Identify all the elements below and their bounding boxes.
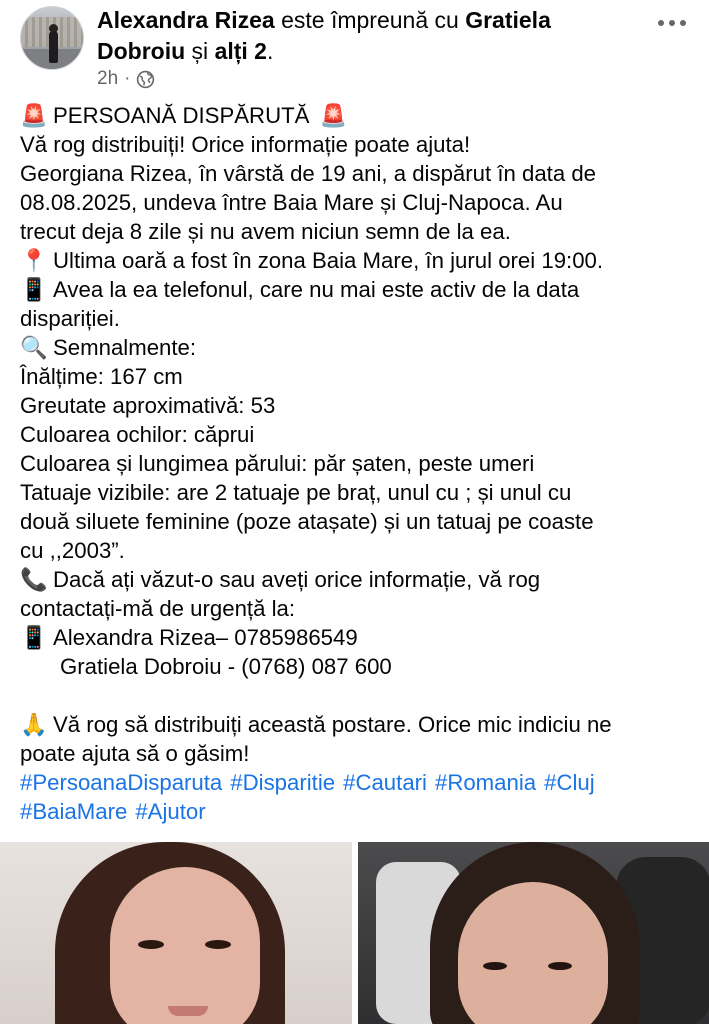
post-line: Înălțime: 167 cm [20, 364, 183, 389]
hashtag-line [20, 797, 700, 826]
post-line: poate ajuta să o găsim! [20, 741, 250, 766]
magnifier-icon: 🔍 [20, 335, 48, 360]
contact-phone[interactable]: Alexandra Rizea– 0785986549 [53, 625, 358, 650]
mobile-phone-icon: 📱 [20, 277, 48, 302]
post-author-line [97, 5, 637, 67]
post-line: Tatuaje vizibile: are 2 tatuaje pe braț, unul cu ; și unul cu [20, 480, 572, 505]
tagged-user[interactable]: Gratiela Dobroiu [97, 7, 551, 64]
hashtag-link[interactable]: #Cautari [343, 770, 427, 795]
post-line [20, 652, 700, 681]
post-line: 📞 Dacă ați văzut-o sau aveți orice informație, vă rog [20, 567, 541, 592]
hashtag-line [20, 768, 700, 797]
post-header [0, 0, 709, 96]
avatar[interactable] [20, 6, 84, 70]
post-line: 📍 Ultima oară a fost în zona Baia Mare, în jurul orei 19:00. [20, 248, 604, 273]
more-options-button[interactable] [652, 8, 692, 38]
hashtag-link[interactable]: #Romania [434, 770, 537, 795]
post-line: trecut deja 8 zile și nu avem niciun semn de la ea. [20, 219, 511, 244]
post-line: Greutate aproximativă: 53 [20, 393, 276, 418]
hashtag-link[interactable]: #Disparitie [230, 770, 336, 795]
and-text: și [191, 38, 209, 64]
post-line: 📱 Avea la ea telefonul, care nu mai este activ de la data [20, 277, 580, 302]
pray-icon: 🙏 [20, 712, 48, 737]
post-line: Culoarea ochilor: căprui [20, 422, 255, 447]
siren-icon: 🚨 [319, 103, 348, 128]
hashtag-link[interactable]: #BaiaMare [20, 799, 128, 824]
post-text [20, 101, 700, 826]
siren-icon: 🚨 [20, 103, 48, 128]
with-text: este împreună cu [281, 7, 459, 33]
post-title-line: 🚨 PERSOANĂ DISPĂRUTĂ 🚨 [20, 103, 348, 128]
attached-photo[interactable] [358, 842, 709, 1024]
post-meta [97, 68, 155, 90]
post-line: Culoarea și lungimea părului: păr șaten, peste umeri [20, 451, 535, 476]
post-line: Georgiana Rizea, în vârstă de 19 ani, a dispărut în data de [20, 161, 597, 186]
post-line: 🙏 Vă rog să distribuiți această postare. Orice mic indiciu ne [20, 712, 612, 737]
tagged-others[interactable]: alți 2. [214, 38, 274, 64]
post-line: Vă rog distribuiți! Orice informație poate ajuta! [20, 132, 471, 157]
mobile-phone-icon: 📱 [20, 625, 48, 650]
hashtag-link[interactable]: #Ajutor [135, 799, 206, 824]
author-name[interactable]: Alexandra Rizea [97, 7, 275, 33]
post-line: 08.08.2025, undeva între Baia Mare și Cluj-Napoca. Au [20, 190, 563, 215]
pin-icon: 📍 [20, 248, 48, 273]
contact-phone[interactable]: Gratiela Dobroiu - (0768) 087 600 [60, 654, 392, 679]
post-line: contactați-mă de urgență la: [20, 596, 296, 621]
photo-grid [0, 842, 709, 1024]
post-line: dispariției. [20, 306, 120, 331]
hashtag-link[interactable]: #PersoanaDisparuta [20, 770, 223, 795]
post-line [20, 623, 700, 652]
globe-icon [136, 70, 155, 89]
post-line: două siluete feminine (poze atașate) și un tatuaj pe coaste [20, 509, 594, 534]
more-horizontal-icon [658, 20, 664, 26]
hashtag-link[interactable]: #Cluj [544, 770, 595, 795]
attached-photo[interactable] [0, 842, 352, 1024]
post-line: 🔍 Semnalmente: [20, 335, 197, 360]
post-time[interactable]: 2h [97, 68, 119, 89]
telephone-icon: 📞 [20, 567, 48, 592]
meta-separator: · [124, 68, 131, 89]
post-line: cu ,,2003”. [20, 538, 125, 563]
